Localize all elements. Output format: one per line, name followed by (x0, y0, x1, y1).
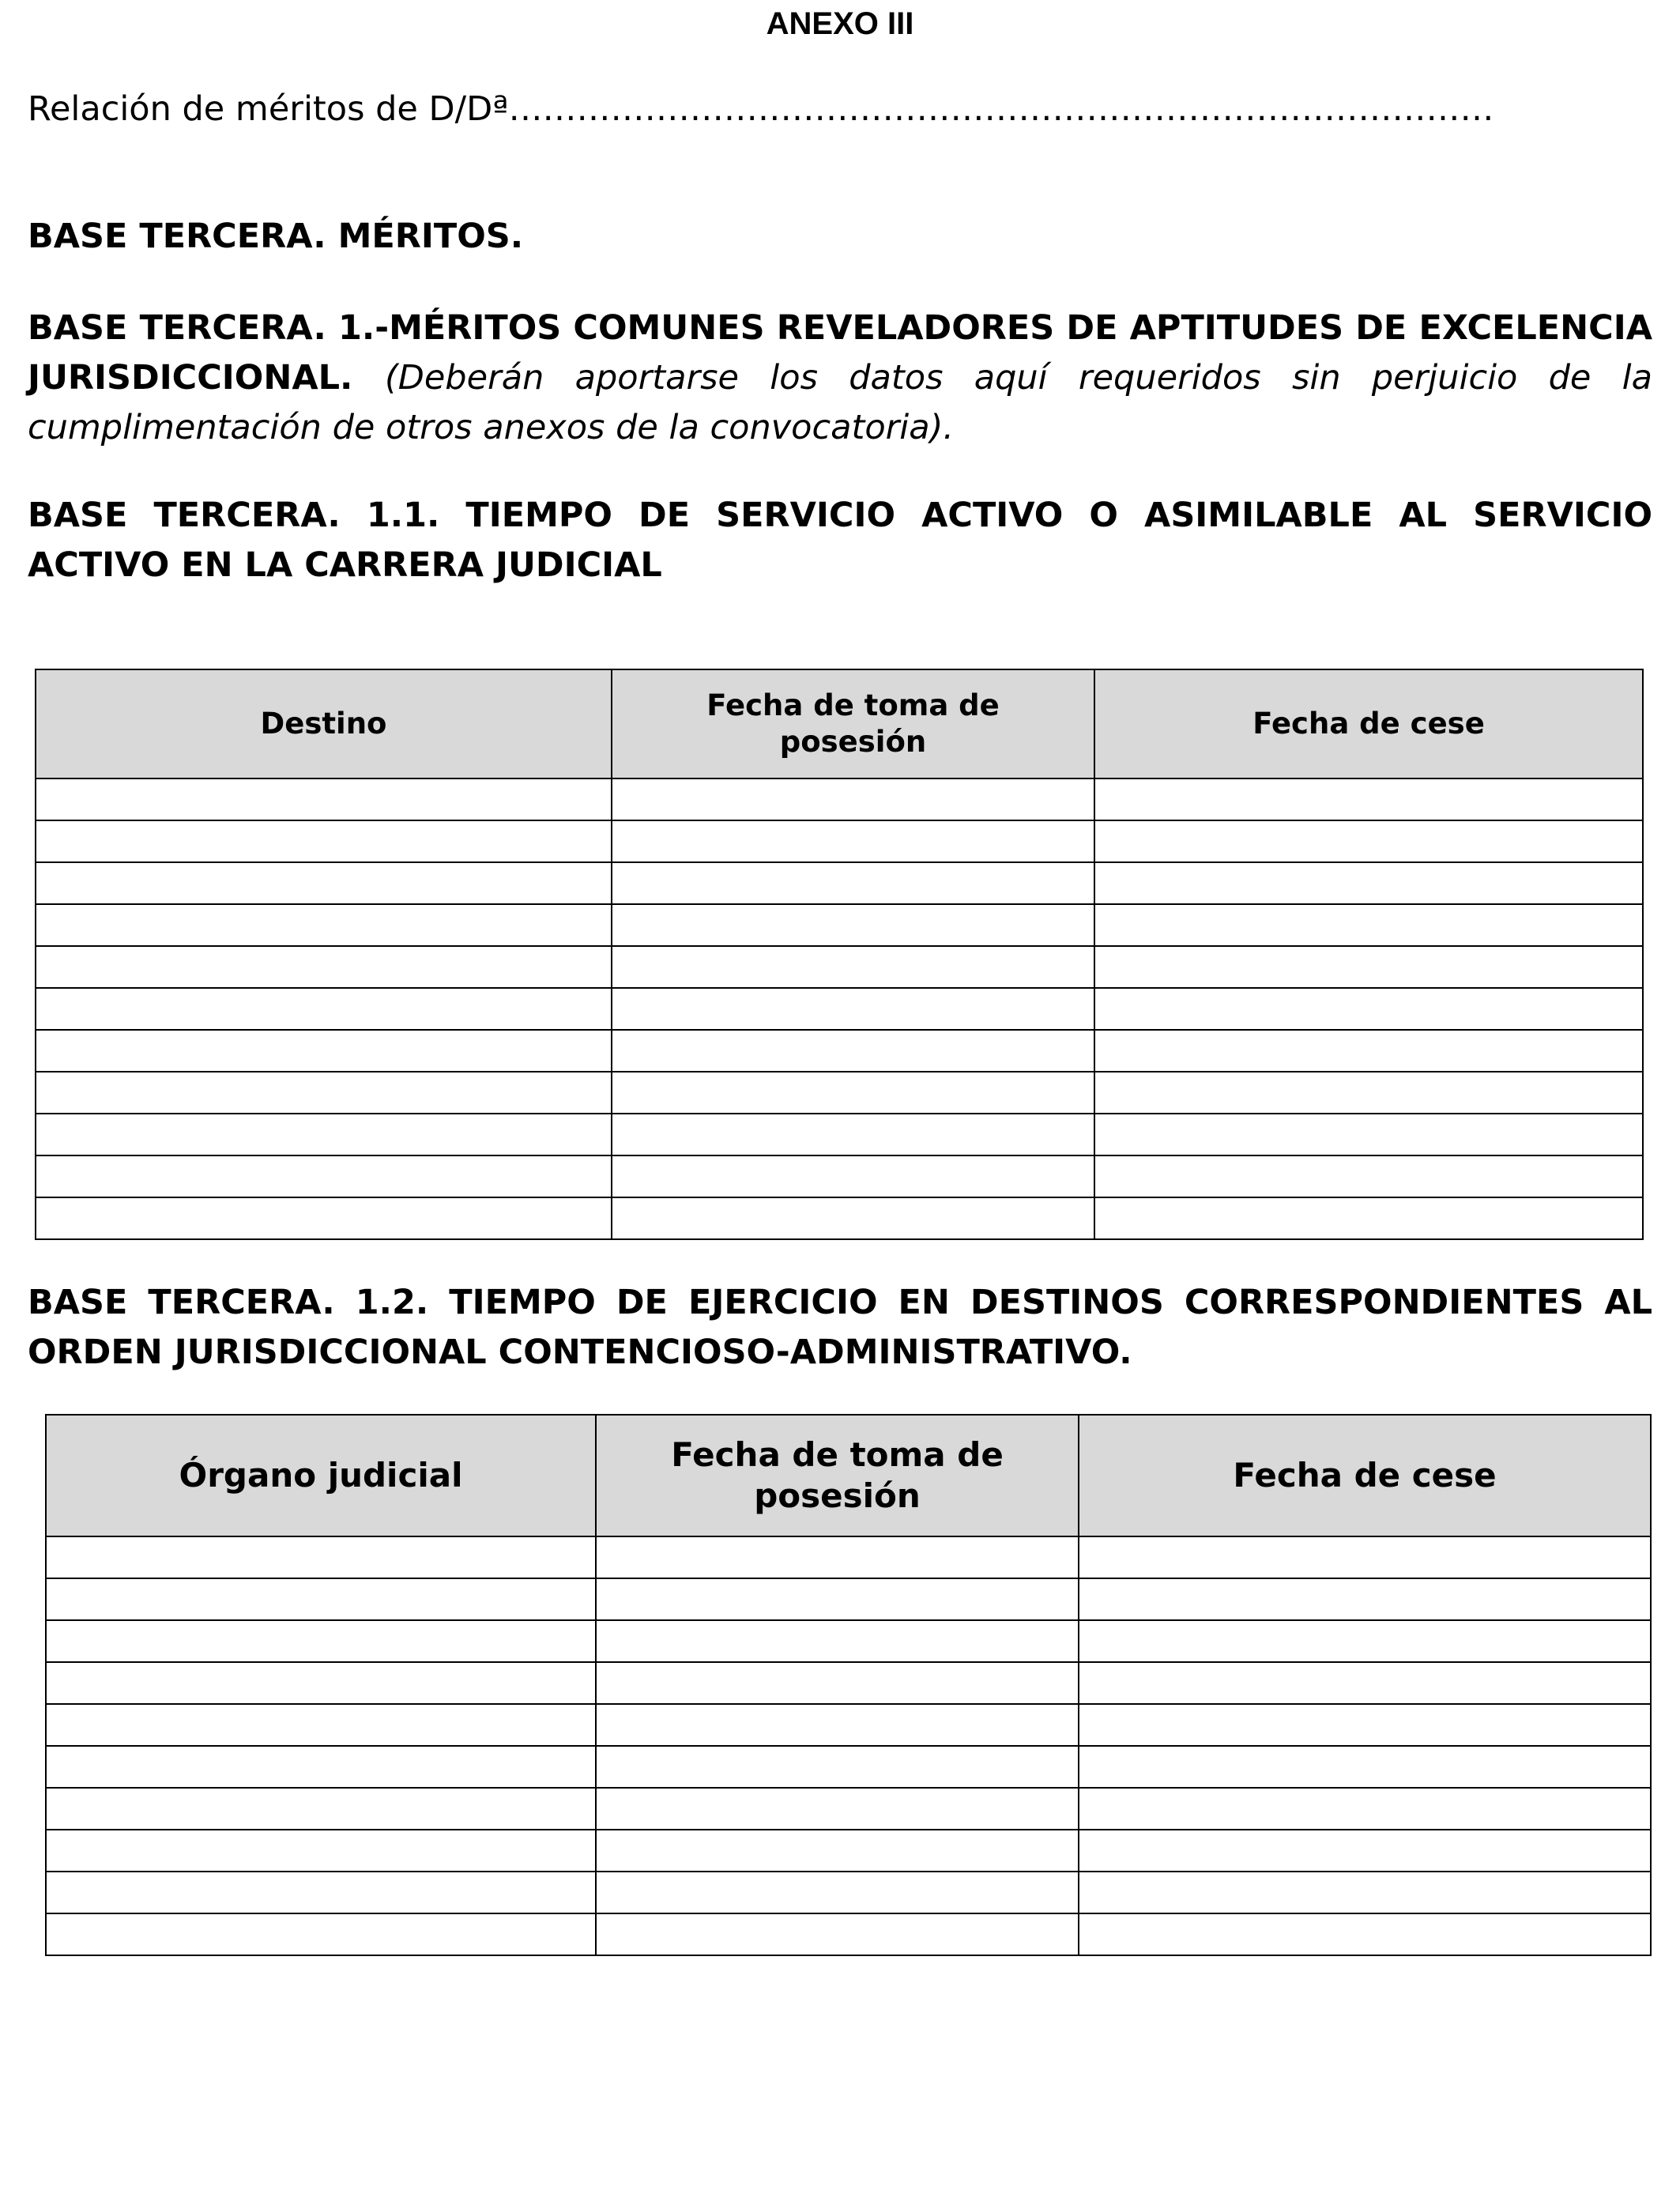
table-cell[interactable] (46, 1913, 596, 1955)
table-header-row (36, 669, 1643, 778)
table-cell[interactable] (596, 1788, 1079, 1830)
table-cell[interactable] (1094, 904, 1643, 946)
table-row (36, 862, 1643, 904)
table-cell[interactable] (1079, 1872, 1651, 1913)
table-cell[interactable] (1079, 1830, 1651, 1872)
table-cell[interactable] (596, 1746, 1079, 1788)
table-cell[interactable] (36, 988, 612, 1030)
table-cell[interactable] (612, 1030, 1094, 1072)
table-cell[interactable] (1079, 1578, 1651, 1620)
table-cell[interactable] (612, 988, 1094, 1030)
table-cell[interactable] (36, 862, 612, 904)
table-cell[interactable] (1094, 1197, 1643, 1239)
table-row (46, 1536, 1651, 1578)
table-cell[interactable] (596, 1536, 1079, 1578)
table-cell[interactable] (1094, 820, 1643, 862)
table-row (46, 1913, 1651, 1955)
table-cell[interactable] (36, 1197, 612, 1239)
table-cell[interactable] (612, 778, 1094, 820)
table-row (36, 1072, 1643, 1114)
table-row (46, 1578, 1651, 1620)
table-cell[interactable] (46, 1536, 596, 1578)
table-cell[interactable] (596, 1872, 1079, 1913)
table-cell[interactable] (612, 904, 1094, 946)
table-cell[interactable] (596, 1662, 1079, 1704)
table-cell[interactable] (46, 1662, 596, 1704)
table-cell[interactable] (612, 1072, 1094, 1114)
column-header-fecha-cese: Fecha de cese (1079, 1415, 1651, 1536)
heading-base-1-title: BASE TERCERA. 1.-MÉRITOS COMUNES REVELADORES DE APTITUDES DE EXCELENCIA JURISDICCIONAL. (28, 308, 1652, 398)
heading-meritos: BASE TERCERA. MÉRITOS. (28, 217, 524, 256)
table-cell[interactable] (46, 1830, 596, 1872)
table-cell[interactable] (1094, 988, 1643, 1030)
table-row (46, 1662, 1651, 1704)
heading-base-tercera-1-2: BASE TERCERA. 1.2. TIEMPO DE EJERCICIO EN DESTINOS CORRESPONDIENTES AL ORDEN JURISDICCIONAL CONTENCIOSO-ADMINISTRATIVO. (28, 1283, 1652, 1372)
table-cell[interactable] (1094, 1030, 1643, 1072)
table-cell[interactable] (1094, 1155, 1643, 1197)
table-cell[interactable] (36, 946, 612, 988)
table-row (36, 1114, 1643, 1155)
table-cell[interactable] (1094, 1114, 1643, 1155)
table-cell[interactable] (36, 1114, 612, 1155)
table-row (36, 988, 1643, 1030)
table-cell[interactable] (596, 1578, 1079, 1620)
table-cell[interactable] (1079, 1704, 1651, 1746)
column-header-fecha-toma-posesion: Fecha de toma de posesión (612, 669, 1094, 778)
table-cell[interactable] (36, 904, 612, 946)
table-cell[interactable] (36, 1155, 612, 1197)
table-cell[interactable] (36, 1030, 612, 1072)
table-cell[interactable] (1079, 1913, 1651, 1955)
heading-base-tercera-1 (28, 303, 1652, 453)
column-header-destino: Destino (36, 669, 612, 778)
table-cell[interactable] (1079, 1620, 1651, 1662)
table-cell[interactable] (612, 1155, 1094, 1197)
contentious-admin-table-body (46, 1536, 1651, 1955)
column-header-fecha-cese: Fecha de cese (1094, 669, 1643, 778)
table-cell[interactable] (612, 1197, 1094, 1239)
table-row (46, 1830, 1651, 1872)
table-row (36, 1197, 1643, 1239)
table-cell[interactable] (36, 820, 612, 862)
column-header-organo-judicial: Órgano judicial (46, 1415, 596, 1536)
table-cell[interactable] (46, 1704, 596, 1746)
heading-base-1-note: (Deberán aportarse los datos aquí requeridos sin perjuicio de la cumplimentación de otros anexos de la convocatoria). (28, 358, 1652, 447)
table-cell[interactable] (596, 1704, 1079, 1746)
service-time-table (35, 669, 1644, 1240)
table-cell[interactable] (1094, 778, 1643, 820)
table-cell[interactable] (1094, 946, 1643, 988)
table-cell[interactable] (46, 1788, 596, 1830)
table-row (36, 820, 1643, 862)
contentious-admin-table (45, 1414, 1652, 1956)
annex-title: ANEXO III (766, 6, 914, 41)
table-cell[interactable] (596, 1830, 1079, 1872)
table-row (36, 946, 1643, 988)
table-row (36, 1155, 1643, 1197)
table-cell[interactable] (46, 1872, 596, 1913)
table-cell[interactable] (36, 778, 612, 820)
table-cell[interactable] (596, 1620, 1079, 1662)
table-row (46, 1704, 1651, 1746)
table-row (36, 1030, 1643, 1072)
table-cell[interactable] (612, 946, 1094, 988)
table-row (36, 904, 1643, 946)
table-cell[interactable] (46, 1578, 596, 1620)
heading-base-tercera-1-1: BASE TERCERA. 1.1. TIEMPO DE SERVICIO ACTIVO O ASIMILABLE AL SERVICIO ACTIVO EN LA CARRERA JUDICIAL (28, 496, 1652, 585)
table-cell[interactable] (36, 1072, 612, 1114)
table-cell[interactable] (612, 820, 1094, 862)
table-row (46, 1746, 1651, 1788)
table-row (36, 778, 1643, 820)
service-time-table-body (36, 778, 1643, 1239)
table-cell[interactable] (1094, 862, 1643, 904)
applicant-name-line: Relación de méritos de D/Dª…………………………………………………………………………… (28, 89, 1494, 129)
table-row (46, 1620, 1651, 1662)
table-row (46, 1872, 1651, 1913)
table-header-row (46, 1415, 1651, 1536)
table-row (46, 1788, 1651, 1830)
table-cell[interactable] (46, 1620, 596, 1662)
table-cell[interactable] (46, 1746, 596, 1788)
table-cell[interactable] (1079, 1788, 1651, 1830)
table-cell[interactable] (1079, 1536, 1651, 1578)
column-header-fecha-toma-posesion: Fecha de toma de posesión (596, 1415, 1079, 1536)
table-cell[interactable] (596, 1913, 1079, 1955)
table-cell[interactable] (1079, 1746, 1651, 1788)
table-cell[interactable] (612, 1114, 1094, 1155)
table-cell[interactable] (1094, 1072, 1643, 1114)
table-cell[interactable] (1079, 1662, 1651, 1704)
table-cell[interactable] (612, 862, 1094, 904)
